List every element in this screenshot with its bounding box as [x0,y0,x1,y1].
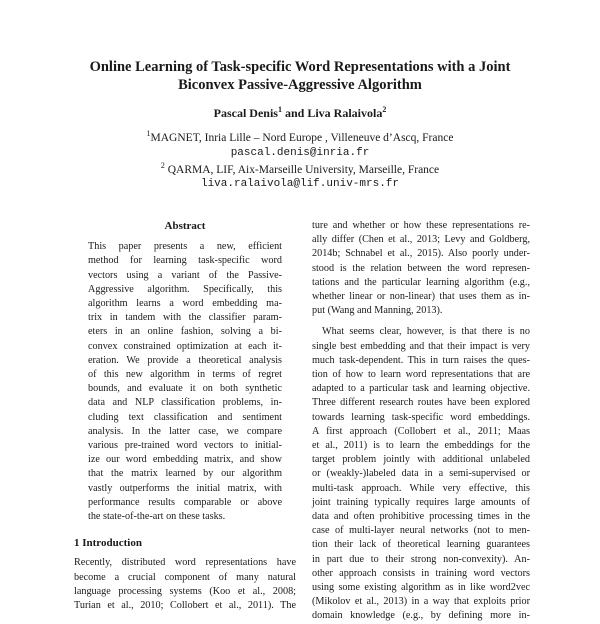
body-line: language processing systems (Koo et al., 2008; [74,585,296,597]
abstract-line: method for learning task-specific word [88,255,282,267]
section-body [74,556,296,613]
abstract-line: vectors using a variant of the Passive- [88,269,282,281]
abstract-line: of this new algorithm in terms of regret [88,369,282,381]
affiliation [80,163,520,177]
affiliation-superscript: 2 [160,161,165,171]
author-superscript: 1 [277,105,282,114]
title-line: Biconvex Passive-Aggressive Algorithm [178,77,422,93]
body-line: tations and the particular learning algorithm (e.g., [312,276,530,288]
right-column [312,219,530,624]
body-line: A first approach (Collobert et al., 2011; Maas [312,425,530,437]
body-line: Three different research routes have been explored [312,397,530,409]
body-line: joint training typically requires large amounts of [312,496,530,508]
abstract-line: various pre-trained word vectors to initial- [88,440,282,452]
left-column [74,219,296,613]
abstract-line: algorithm learns a word embedding ma- [88,298,282,310]
body-line: ally differ (Chen et al., 2013; Levy and Goldberg, [312,234,530,246]
author-email: liva.ralaivola@lif.univ-mrs.fr [200,178,400,190]
author-email: pascal.denis@inria.fr [230,147,370,159]
body-line: et al., 2011) is to learn the embeddings for the [312,440,530,452]
abstract-line: vastly outperforms the initial matrix, with [88,482,282,494]
affiliation-text: MAGNET, Inria Lille – Nord Europe , Villeneuve d’Ascq, France [150,132,454,144]
paragraph [312,219,530,318]
body-line: or (weakly-)labeled data in a semi-supervised or [312,468,530,480]
abstract-line: ize our word embedding matrix, and show [88,454,282,466]
body-line: target problem jointly with additional unlabeled [312,454,530,466]
body-line: in part due to their strong non-convexity). An- [312,553,530,565]
author-conjunction: and [281,106,308,120]
abstract-line: cluding text classification and sentiment [88,411,282,423]
abstract-line: analysis. In the latter case, we compare [88,425,282,437]
abstract-line: trix in tandem with the classifier param- [88,312,282,324]
abstract-line: bounds, and evaluate it on both synthetic [88,383,282,395]
abstract-line: data and NLP classification problems, in- [88,397,282,409]
body-line: become a crucial component of many natural [74,571,296,583]
body-line: towards learning task-specific word embeddings. [312,411,530,423]
body-line: other approach consists in training word vectors [312,567,530,579]
body-line: multi-task approach. While very effective, this [312,482,530,494]
body-line: stood is the relation between the word represen- [312,262,530,274]
body-line: Recently, distributed word representations have [74,557,296,569]
body-line: What seems clear, however, is that there is no [322,326,530,338]
body-line: data and often prohibitive processing times in the [312,511,530,523]
body-line: tion of how to learn word representations that are [312,369,530,381]
affiliation-text: QARMA, LIF, Aix-Marseille University, Marseille, France [164,164,440,176]
body-line: whether linear or non-linear) that uses them as in- [312,291,530,303]
abstract-line: eration. We provide a theoretical analysis [88,354,282,366]
abstract-body [74,240,296,524]
body-line: ture and whether or how these representations re- [312,220,530,231]
affiliation [80,131,520,145]
body-line: (Mikolov et al., 2013) in a way that exploits prior [312,596,530,608]
paper-title [60,58,540,94]
body-line: tion their lack of theoretical learning guarantees [312,539,530,551]
abstract-line: Aggressive algorithm. Specifically, this [88,283,282,295]
abstract-line: that the matrix learned by our algorithm [88,468,282,480]
title-line: Online Learning of Task-specific Word Representations with a Joint [89,59,511,75]
abstract-line: the state-of-the-art on these tasks. [88,511,226,523]
paragraph [312,325,530,623]
affiliation-superscript: 1 [146,129,151,139]
author-list [100,106,500,120]
author-superscript: 2 [382,105,387,114]
body-line: case of multi-layer neural networks (not to men- [312,525,530,537]
abstract-line: convex constrained optimization at each it- [88,340,282,352]
body-line: put (Wang and Manning, 2013). [312,305,443,317]
body-line: adapted to a particular task and learning objective. [312,383,530,395]
body-line: Turian et al., 2010; Collobert et al., 2011). The [74,600,296,612]
body-line: domain knowledge (e.g., by defining more in- [312,610,530,622]
abstract-line: eters in an online fashion, solving a bi- [88,326,282,338]
abstract-heading: Abstract [164,220,206,232]
section-heading: 1 Introduction [74,537,142,550]
body-line: single best embedding and that their impact is very [312,340,530,352]
author-name: Liva Ralaivola [307,106,383,120]
author-name: Pascal Denis [213,106,278,120]
body-line: much task-dependent. This in turn raises the ques- [312,354,530,366]
abstract-line: performance results comparable or above [88,496,282,508]
abstract-line: This paper presents a new, efficient [88,241,282,253]
body-line: 2014b; Schnabel et al., 2015). Also poorly under- [312,248,530,260]
body-line: using some existing algorithm as in like word2vec [312,582,530,594]
